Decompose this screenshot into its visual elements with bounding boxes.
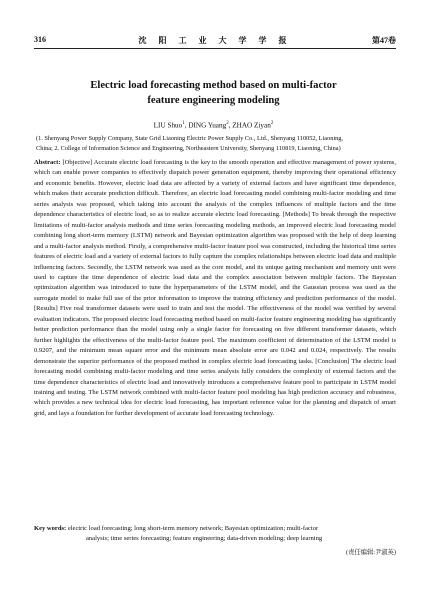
journal-name: 沈 阳 工 业 大 学 学 报 — [138, 36, 292, 45]
page-number: 316 — [34, 35, 46, 44]
keywords-line-2: analysis; time series forecasting; feature engineering; data-driven modeling; deep learning — [86, 535, 323, 543]
conclusion-text: The electric load forecasting model combining multi-factor modeling and time series analysis fully considers the complexity of external factors and the time dependence characteristics of electric load and innovatively introduces a comprehensive feature pool to participate in LSTM model training and testing. The LSTM network combined with multi-factor feature pool modeling has high prediction accuracy and robustness, which provides a new technical idea for electric load forecasting, has important reference value for the planning and dispatch of smart grid, and lays a foundation for further development of accurate load forecasting technology. — [34, 357, 396, 417]
title-line-1: Electric load forecasting method based on multi-factor — [90, 80, 337, 91]
conclusion-tag: [Conclusion] — [315, 357, 350, 365]
abstract-label: Abstract: — [34, 159, 61, 166]
results-text: Five real transformer datasets were used to train and test the model. The effectiveness of the model was verified by several evaluation indicators. The proposed electric load forecasting method based on multi-factor feature engineering modeling has significantly better prediction performance than the model using only a single factor for forecasting on five different transformer datasets, which further highlights the effectiveness of the multi-factor feature pool. The maximum coefficient of determination of the LSTM model is 0.9207, and the minimum mean square error and the minimum mean absolute error are 0.042 and 0.024, respectively. The results demonstrate the superior performance of the proposed method in complex electric load forecasting tasks. — [34, 305, 396, 365]
author-affil-mark: 2 — [270, 121, 274, 126]
affiliations — [36, 134, 393, 154]
methods-tag: [Methods] — [282, 211, 310, 219]
objective-tag: [Objective] — [62, 159, 93, 166]
abstract — [34, 158, 396, 419]
editor-note: (责任编辑:尹淑英) — [345, 549, 396, 556]
author-list: LIU Shuo$^1$, DING Yuang$^2$, ZHAO Ziyan$^2$ — [153, 121, 274, 130]
author-name: DING Yuang — [188, 121, 227, 130]
header-rule — [34, 48, 396, 49]
volume-number: 第47卷 — [372, 36, 396, 45]
author-name: ZHAO Ziyan — [232, 121, 271, 130]
objective-text: Accurate electric load forecasting is the key to the smooth operation and effective management of power systems, which can enable power companies to effectively dispatch power generation equipment, thereby improving their operational efficiency and economic benefits. However, electric load data are affected by a variety of external factors and have significant time dependence, which makes their accurate prediction difficult. Therefore, an electric load forecasting model combining multi-factor modeling and time series analysis was proposed, which taking into account the analysis of the complex influences of multiple factors and the time dependence characteristics of electric load, so as to realize accurate electric load forecasting. — [34, 159, 396, 219]
author-affil-mark: 1 — [182, 121, 185, 126]
title-line-2: feature engineering modeling — [147, 95, 280, 106]
methods-text: To break through the respective limitations of multi-factor analysis methods and time series forecasting modeling methods, an improved electric load forecasting model combining long short-term memory (LSTM) network and Bayesian optimization algorithm was proposed with the help of deep learning and a multi-factor analysis method. Firstly, a comprehensive multi-factor feature pool was constructed, including the historical time series features of electric load and a variety of external factors to fully capture the complex relationships between electric load data and multiple influencing factors. Secondly, the LSTM network was used as the core model, and its unique gating mechanism and memory unit were used to capture the time dependence of electric load data and the complex association between multiple factors. The Bayesian optimization algorithm was introduced to tune the hyperparameters of the LSTM model, and the Gaussian process was used as the surrogate model to make full use of the prior information to improve the training efficiency and prediction performance of the model. — [34, 211, 396, 302]
author-name: LIU Shuo — [153, 121, 183, 130]
affiliation-line-1: (1. Shenyang Power Supply Company, State Grid Liaoning Electric Power Supply Co., Ltd., Shenyang 110052, Liaoning, — [36, 135, 343, 142]
keywords — [34, 524, 396, 545]
keywords-line-1: electric load forecasting; long short-term memory network; Bayesian optimization; multi-factor — [67, 525, 319, 532]
article-title — [30, 78, 397, 108]
keywords-label: Key words: — [34, 525, 67, 532]
author-affil-mark: 2 — [226, 121, 229, 126]
running-head — [34, 35, 396, 47]
affiliation-line-2: China; 2. College of Information Science and Engineering, Northeastern University, Shenyang 110819, Liaoning, China) — [36, 145, 341, 152]
results-tag: [Results] — [34, 305, 58, 313]
